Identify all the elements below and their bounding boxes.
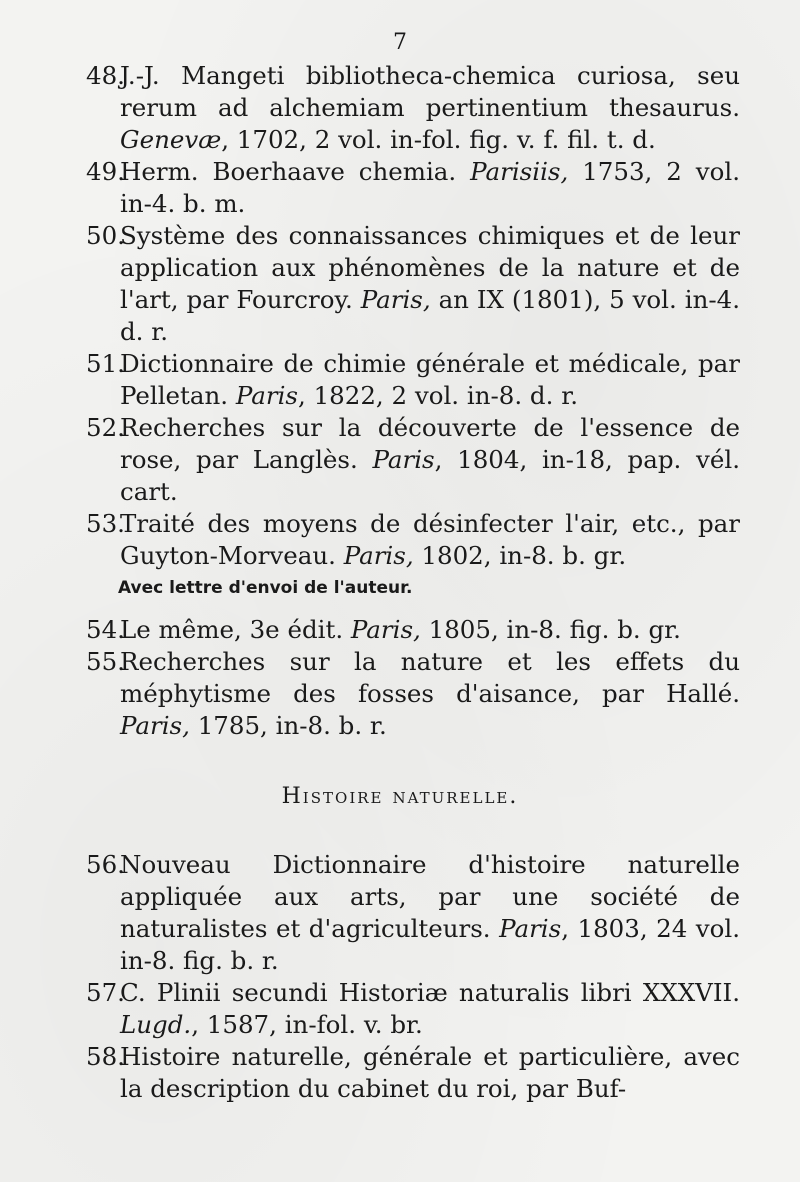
entry-number: 58. (86, 1042, 125, 1071)
entry-text: Herm. Boerhaave chemia. (120, 157, 471, 186)
bibliography-entry (0, 220, 800, 348)
entry-number: 54. (86, 615, 125, 644)
entries-group-chemistry-cont (0, 614, 800, 742)
entry-text: , 1803, 24 vol. in-8. fig. b. r. (120, 914, 740, 975)
entries-group-natural-history (0, 849, 800, 1105)
entry-text: 1802, in-8. b. gr. (413, 541, 627, 570)
entry-number: 56. (86, 850, 125, 879)
entry-place: Genevæ (120, 125, 222, 154)
section-title (0, 784, 800, 809)
entry-text: Recherches sur la découverte de l'essence de rose, par Langlès. (120, 413, 740, 474)
entry-text: Recherches sur la nature et les effets du méphytisme des fosses d'aisance, par Hallé. (120, 647, 740, 708)
entry-text: Histoire naturelle, générale et particulière, avec la description du cabinet du roi, par Buf- (120, 1042, 740, 1103)
entry-text: 1785, in-8. b. r. (189, 711, 387, 740)
page-number: 7 (393, 30, 407, 55)
entry-place: Paris (235, 381, 298, 410)
bibliography-entry (0, 646, 800, 742)
bibliography-entry (0, 508, 800, 572)
entry-place: Paris, (360, 285, 431, 314)
entry-number: 48. (86, 61, 125, 90)
entry-text: Dictionnaire de chimie générale et médicale, par Pelletan. (120, 349, 740, 410)
entry-place: Paris (372, 445, 435, 474)
entries-group-chemistry (0, 60, 800, 572)
entry-text: C. Plinii secundi Historiæ naturalis libri XXXVII. (120, 978, 740, 1007)
bibliography-entry (0, 977, 800, 1041)
entry-number: 52. (86, 413, 125, 442)
bibliography-entry (0, 60, 800, 156)
note-dedication: Avec lettre d'envoi de l'auteur. (118, 578, 413, 598)
bibliography-entry (0, 412, 800, 508)
bibliography-entry (0, 348, 800, 412)
entry-text: Système des connaissances chimiques et de leur application aux phénomènes de la nature et de l'art, par Fourcroy. (120, 221, 740, 314)
entry-text: , 1587, in-fol. v. br. (191, 1010, 423, 1039)
entry-text: Traité des moyens de désinfecter l'air, etc., par Guyton-Morveau. (120, 509, 740, 570)
entry-text: , 1804, in-18, pap. vél. cart. (120, 445, 740, 506)
bibliography-entry (0, 156, 800, 220)
entry-text: Le même, 3e édit. (120, 615, 351, 644)
bibliography-entry (0, 1041, 800, 1105)
entry-text: an IX (1801), 5 vol. in-4. d. r. (120, 285, 740, 346)
entry-text: 1753, 2 vol. in-4. b. m. (120, 157, 740, 218)
entry-number: 53. (86, 509, 125, 538)
entry-place: Lugd. (120, 1010, 192, 1039)
entry-place: Paris, (120, 711, 190, 740)
bibliography-entry (0, 849, 800, 977)
entry-number: 49. (86, 157, 125, 186)
entry-number: 57. (86, 978, 125, 1007)
entry-text: , 1702, 2 vol. in-fol. fig. v. f. fil. t. d. (221, 125, 656, 154)
entry-place: Parisiis, (470, 157, 569, 186)
entries-list (0, 60, 800, 1105)
entry-text: Nouveau Dictionnaire d'histoire naturelle appliquée aux arts, par une société de naturalistes et d'agriculteurs. (120, 850, 740, 943)
entry-place: Paris, (343, 541, 414, 570)
entry-number: 50. (86, 221, 125, 250)
bibliography-entry (0, 614, 800, 646)
section-title-text: Histoire naturelle. (281, 784, 519, 809)
entry-text: J.-J. Mangeti bibliotheca-chemica curiosa, seu rerum ad alchemiam pertinentium thesaurus. (120, 61, 740, 122)
entry-number: 51. (86, 349, 125, 378)
entry-place: Paris (499, 914, 562, 943)
entry-place: Paris, (350, 615, 421, 644)
entry-text: , 1822, 2 vol. in-8. d. r. (298, 381, 579, 410)
entry-number: 55. (86, 647, 125, 676)
entry-text: 1805, in-8. fig. b. gr. (420, 615, 681, 644)
